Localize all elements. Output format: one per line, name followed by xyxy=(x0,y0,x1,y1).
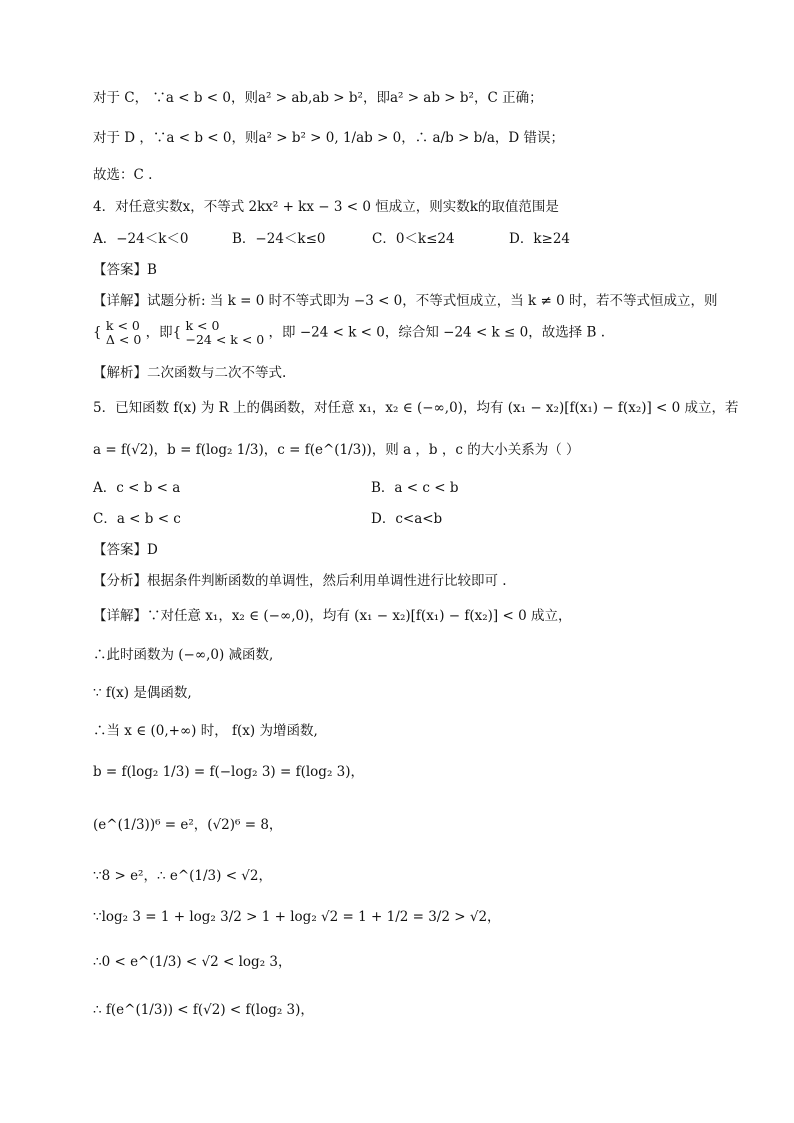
q5-detail-6: (e^(1/3))⁶ = e²，(√2)⁶ = 8， xyxy=(93,817,283,833)
q4-analysis: 【解析】二次函数与二次不等式. xyxy=(93,365,287,381)
inequality-system-1 xyxy=(106,319,141,347)
q4-option-a: A．−24＜k＜0 xyxy=(93,231,189,247)
q5-detail-5: b = f(log₂ 1/3) = f(−log₂ 3) = f(log₂ 3)， xyxy=(93,764,365,780)
system-2-row-1: k < 0 xyxy=(185,318,220,333)
system-2-row-2: −24 < k < 0 xyxy=(185,332,265,347)
q5-option-d: D．c<a<b xyxy=(371,511,443,527)
q4-option-d: D．k≥24 xyxy=(509,231,570,247)
q5-option-c: C．a < b < c xyxy=(93,511,181,527)
q5-detail-3: ∵ f(x) 是偶函数, xyxy=(93,685,192,701)
question-4: 4．对任意实数x，不等式 2kx² + kx − 3 < 0 恒成立，则实数k的取值范围是 xyxy=(93,199,559,215)
choose-c-line: 故选：C . xyxy=(93,167,153,183)
q5-analysis: 【分析】根据条件判断函数的单调性，然后利用单调性进行比较即可 . xyxy=(93,573,507,589)
q5-detail-1: 【详解】∵对任意 x₁，x₂ ∈ (−∞,0)，均有 (x₁ − x₂)[f(x₁) − f(x₂)] < 0 成立， xyxy=(93,608,572,624)
q5-option-a: A．c < b < a xyxy=(93,480,181,496)
q4-option-b: B．−24＜k≤0 xyxy=(232,231,326,247)
c-case-line: 对于 C， ∵a < b < 0，则a² > ab,ab > b²，即a² > ab > b²，C 正确； xyxy=(93,90,543,106)
q4-answer: 【答案】B xyxy=(93,262,157,278)
system-1-row-2: Δ < 0 xyxy=(105,332,142,347)
d-case-line: 对于 D ，∵a < b < 0，则a² > b² > 0, 1/ab > 0，∴ a/b > b/a，D 错误； xyxy=(93,130,565,146)
q4-detail-line-1: 【详解】试题分析: 当 k = 0 时不等式即为 −3 < 0，不等式恒成立，当 k ≠ 0 时，若不等式恒成立，则 xyxy=(93,293,718,309)
q4-detail-line-2 xyxy=(93,319,605,347)
system-1-row-1: k < 0 xyxy=(105,318,140,333)
q5-detail-4: ∴当 x ∈ (0,+∞) 时， f(x) 为增函数, xyxy=(93,723,318,739)
q5-detail-10: ∴ f(e^(1/3)) < f(√2) < f(log₂ 3)， xyxy=(93,1002,314,1018)
q5-detail-2: ∴此时函数为 (−∞,0) 减函数, xyxy=(93,647,274,663)
q5-detail-7: ∵8 > e²，∴ e^(1/3) < √2， xyxy=(93,868,273,884)
q5-detail-8: ∵log₂ 3 = 1 + log₂ 3/2 > 1 + log₂ √2 = 1 + 1/2 = 3/2 > √2， xyxy=(93,909,501,925)
q5-answer: 【答案】D xyxy=(93,542,158,558)
question-5-line-1: 5．已知函数 f(x) 为 R 上的偶函数，对任意 x₁，x₂ ∈ (−∞,0)，均有 (x₁ − x₂)[f(x₁) − f(x₂)] < 0 成立，若 xyxy=(93,400,739,416)
q4-option-c: C．0＜k≤24 xyxy=(372,231,455,247)
detail-tail-text: ，即 −24 < k < 0，综合知 −24 < k ≤ 0，故选择 B . xyxy=(268,324,606,341)
q5-option-b: B．a < c < b xyxy=(371,480,459,496)
brace-open: { xyxy=(93,324,102,341)
q5-detail-9: ∴0 < e^(1/3) < √2 < log₂ 3， xyxy=(93,954,292,970)
detail-mid-text: ，即{ xyxy=(145,324,182,341)
inequality-system-2 xyxy=(185,319,264,347)
question-5-line-2: a = f(√2)，b = f(log₂ 1/3)，c = f(e^(1/3))，则 a ，b ，c 的大小关系为（ ） xyxy=(93,442,580,458)
